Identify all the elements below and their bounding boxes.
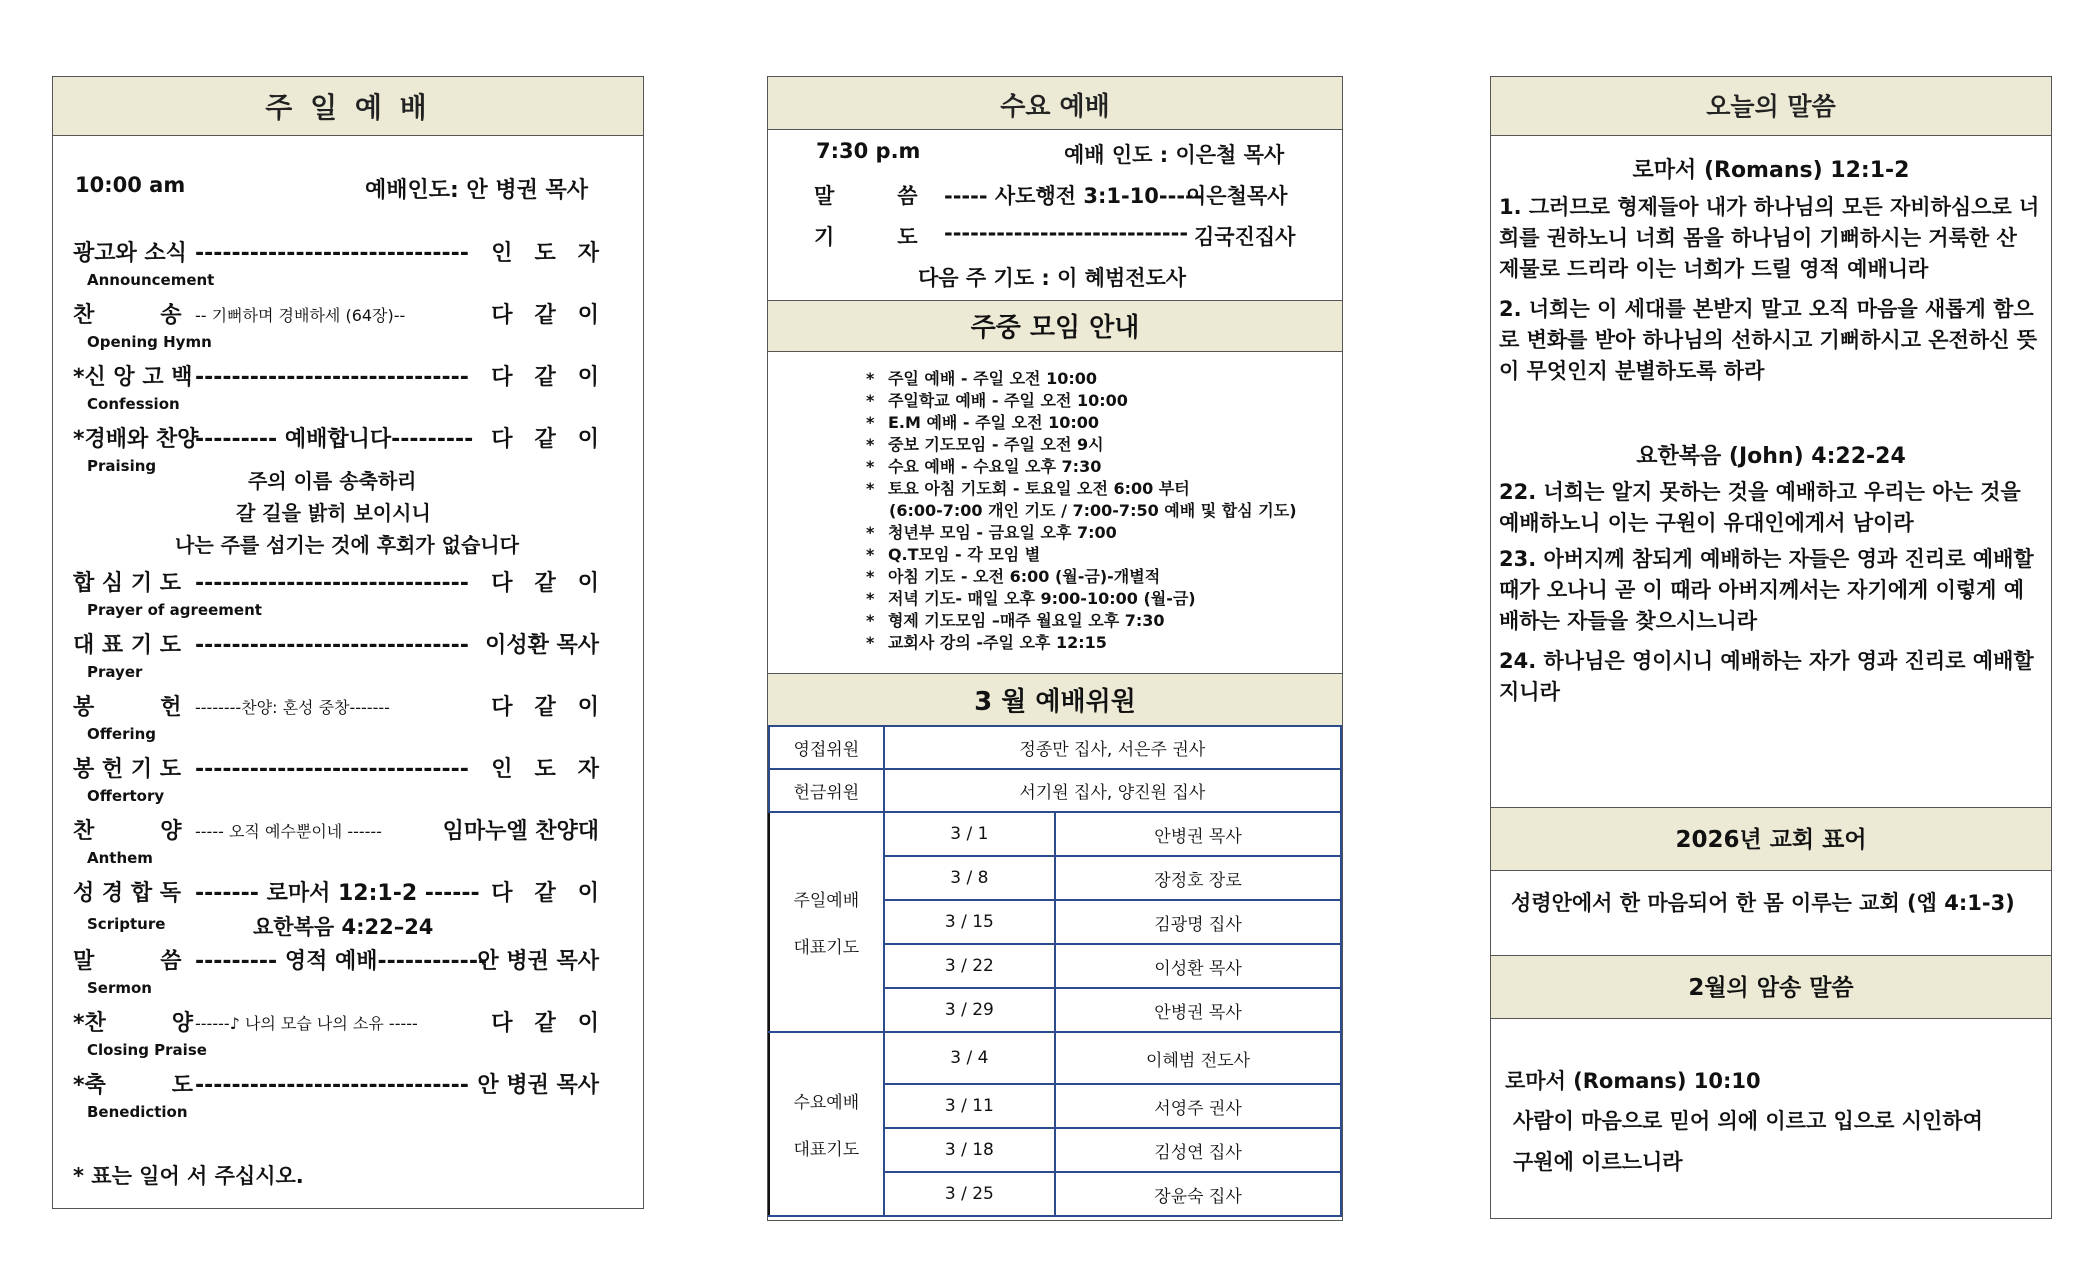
worship-item-name: 말 씀 [73, 949, 182, 974]
memory-verse-line-2: 구원에 이르느니라 [1513, 1150, 1683, 1174]
worship-item [73, 569, 599, 599]
worship-item-english: Opening Hymn [87, 333, 212, 351]
worship-item [73, 239, 599, 269]
worship-item-leader: 임마누엘 찬양대 [442, 819, 599, 844]
worship-item-detail: ------- 로마서 12:1-2 ------ [195, 881, 480, 906]
weekly-meeting-item: * 중보 기도모임 - 주일 오전 9시 [866, 434, 1297, 456]
worship-item-detail: ------------------------------ [195, 633, 469, 658]
offering-label: 헌금위원 [769, 769, 884, 812]
praise-lyric-1: 주의 이름 송축하리 [248, 469, 417, 493]
worship-item-english: Prayer [87, 663, 143, 681]
worship-item-leader: 다 같 이 [491, 365, 599, 390]
scripture-extra: 요한복음 4:22–24 [253, 915, 434, 939]
duty-person: 안병권 목사 [1055, 812, 1341, 856]
worship-item-leader: 다 같 이 [491, 303, 599, 328]
scripture-ref-john: 요한복음 (John) 4:22-24 [1636, 444, 1906, 469]
duty-date: 3 / 11 [884, 1084, 1055, 1128]
duty-person: 김광명 집사 [1055, 900, 1341, 944]
duty-date: 3 / 29 [884, 988, 1055, 1032]
worship-item-leader: 다 같 이 [491, 695, 599, 720]
duty-date: 3 / 4 [884, 1032, 1055, 1084]
duty-row [769, 1032, 1341, 1084]
duty-group-label [769, 812, 884, 1032]
weekly-meeting-item: * 아침 기도 - 오전 6:00 (월-금)-개별적 [866, 566, 1297, 588]
sunday-service-panel [52, 76, 644, 1209]
duty-group-label-line1: 주일예배 [793, 891, 860, 911]
wednesday-leader: 예배 인도 : 이은철 목사 [1064, 143, 1285, 167]
next-week-prayer: 다음 주 기도 : 이 혜범전도사 [918, 266, 1187, 290]
greeting-row [769, 726, 1341, 769]
wednesday-sermon-label: 말 씀 [814, 184, 918, 208]
worship-item-english: Announcement [87, 271, 215, 289]
worship-item-english: Scripture [87, 915, 166, 933]
worship-item-leader: 안 병권 목사 [477, 949, 599, 974]
wednesday-prayer-person: 김국진집사 [1194, 225, 1296, 249]
memory-verse-title: 2월의 암송 말씀 [1491, 955, 2051, 1019]
verse-romans-2: 2. 너희는 이 세대를 본받지 말고 오직 마음을 새롭게 함으로 변화를 받아 하나님의 선하시고 기뻐하시고 온전하신 뜻이 무엇인지 분별하도록 하라 [1499, 297, 2038, 383]
weekly-meetings-list [866, 368, 1297, 654]
weekly-meeting-item: * 형제 기도모임 –매주 월요일 오후 7:30 [866, 610, 1297, 632]
standing-note: * 표는 일어 서 주십시오. [73, 1164, 304, 1188]
worship-item-english: Offertory [87, 787, 165, 805]
weekly-meeting-item: * 청년부 모임 - 금요일 오후 7:00 [866, 522, 1297, 544]
sunday-service-title: 주 일 예 배 [53, 77, 643, 136]
sunday-time: 10:00 am [75, 173, 186, 197]
duty-person: 장정호 장로 [1055, 856, 1341, 900]
verse-john-24: 24. 하나님은 영이시니 예배하는 자가 영과 진리로 예배할지니라 [1499, 649, 2034, 704]
worship-item-detail: ------------------------------ [195, 1073, 469, 1098]
today-scripture-title: 오늘의 말씀 [1491, 77, 2051, 136]
weekly-meeting-item: * 저녁 기도- 매일 오후 9:00-10:00 (월-금) [866, 588, 1297, 610]
worship-item-name: *경배와 찬양 [73, 427, 199, 452]
duty-date: 3 / 22 [884, 944, 1055, 988]
praise-lyric-2: 갈 길을 밝히 보이시니 [236, 501, 431, 525]
worship-item [73, 755, 599, 785]
worship-item-detail: --------- 예배합니다--------- [195, 427, 474, 452]
worship-item-name: *축 도 [73, 1073, 194, 1098]
worship-item-detail: ------------------------------ [195, 241, 469, 266]
duty-group-label-line1: 수요예배 [793, 1093, 860, 1113]
middle-panel [767, 76, 1343, 1221]
duty-date: 3 / 15 [884, 900, 1055, 944]
worship-item-english: Praising [87, 457, 157, 475]
worship-item-name: 봉 헌 [73, 695, 182, 720]
worship-item [73, 425, 599, 455]
worship-item-english: Closing Praise [87, 1041, 207, 1059]
worship-item [73, 693, 599, 723]
worship-item-detail: ----- 오직 예수뿐이네 ------ [195, 822, 382, 841]
duty-title: 3 월 예배위원 [768, 673, 1342, 727]
offering-names: 서기원 집사, 양진원 집사 [884, 769, 1341, 812]
worship-item [73, 1071, 599, 1101]
worship-item [73, 631, 599, 661]
worship-item-leader: 인 도 자 [491, 757, 599, 782]
duty-person: 김성연 집사 [1055, 1128, 1341, 1172]
worship-item-detail: --------- 영적 예배------------ [195, 949, 488, 974]
duty-date: 3 / 8 [884, 856, 1055, 900]
weekly-meeting-item: * 수요 예배 - 수요일 오후 7:30 [866, 456, 1297, 478]
duty-date: 3 / 1 [884, 812, 1055, 856]
wednesday-time: 7:30 p.m [816, 139, 921, 163]
weekly-meeting-item: * Q.T모임 - 각 모임 별 [866, 544, 1297, 566]
right-panel [1490, 76, 2052, 1219]
weekly-meeting-item: * 주일학교 예배 - 주일 오전 10:00 [866, 390, 1297, 412]
duty-table [768, 725, 1342, 1217]
weekly-meetings-title: 주중 모임 안내 [768, 300, 1342, 352]
worship-item-english: Sermon [87, 979, 152, 997]
verse-romans-1: 1. 그러므로 형제들아 내가 하나님의 모든 자비하심으로 너희를 권하노니 너희 몸을 하나님이 기뻐하시는 거룩한 산 제물로 드리라 이는 너희가 드릴 영적 예배니라 [1499, 195, 2040, 281]
worship-item-detail: ------------------------------ [195, 365, 469, 390]
worship-item-detail: --------찬양: 혼성 중창------- [195, 698, 390, 717]
weekly-meeting-item: * E.M 예배 - 주일 오전 10:00 [866, 412, 1297, 434]
duty-group-label [769, 1032, 884, 1216]
worship-item-name: *찬 양 [73, 1011, 194, 1036]
praise-lyric-3: 나는 주를 섬기는 것에 후회가 없습니다 [175, 533, 519, 557]
wednesday-sermon-speaker: 이은철목사 [1186, 184, 1288, 208]
greeting-names: 정종만 집사, 서은주 권사 [884, 726, 1341, 769]
worship-item-name: 찬 양 [73, 819, 182, 844]
worship-item-leader: 다 같 이 [491, 881, 599, 906]
wednesday-prayer-dashes: ---------------------------- [944, 221, 1189, 245]
weekly-meeting-item: (6:00-7:00 개인 기도 / 7:00-7:50 예배 및 합심 기도) [889, 501, 1297, 520]
worship-item-english: Confession [87, 395, 180, 413]
wednesday-service-title: 수요 예배 [768, 77, 1342, 130]
worship-item [73, 301, 599, 331]
offering-row [769, 769, 1341, 812]
worship-item-name: 광고와 소식 [73, 241, 187, 266]
duty-row [769, 812, 1341, 856]
worship-item-detail: -- 기뻐하며 경배하세 (64장)-- [195, 306, 406, 325]
memory-verse-ref: 로마서 (Romans) 10:10 [1505, 1069, 1761, 1093]
duty-person: 안병권 목사 [1055, 988, 1341, 1032]
memory-verse-line-1: 사람이 마음으로 믿어 의에 이르고 입으로 시인하여 [1513, 1109, 1983, 1133]
duty-person: 이혜범 전도사 [1055, 1032, 1341, 1084]
weekly-meeting-item: * 교회사 강의 -주일 오후 12:15 [866, 632, 1297, 654]
motto-text: 성령안에서 한 마음되어 한 몸 이루는 교회 (엡 4:1-3) [1511, 891, 2015, 915]
scripture-ref-romans: 로마서 (Romans) 12:1-2 [1632, 158, 1910, 183]
worship-item [73, 1009, 599, 1039]
worship-item-detail: ------♪ 나의 모습 나의 소유 ----- [195, 1014, 418, 1033]
worship-item-english: Benediction [87, 1103, 188, 1121]
duty-person: 서영주 권사 [1055, 1084, 1341, 1128]
worship-item-english: Offering [87, 725, 157, 743]
worship-item-name: 합 심 기 도 [73, 571, 181, 596]
greeting-label: 영접위원 [769, 726, 884, 769]
worship-item-name: 봉 헌 기 도 [73, 757, 181, 782]
duty-group-label-line2: 대표기도 [793, 938, 860, 958]
worship-item [73, 947, 599, 977]
sunday-leader: 예배인도: 안 병권 목사 [364, 178, 588, 203]
worship-item-english: Prayer of agreement [87, 601, 262, 619]
worship-item-leader: 다 같 이 [491, 427, 599, 452]
wednesday-sermon: ----- 사도행전 3:1-10----- [944, 184, 1203, 208]
weekly-meeting-item: * 주일 예배 - 주일 오전 10:00 [866, 368, 1297, 390]
worship-item [73, 817, 599, 847]
worship-item-name: 대 표 기 도 [73, 633, 181, 658]
duty-person: 이성환 목사 [1055, 944, 1341, 988]
worship-item-leader: 안 병권 목사 [477, 1073, 599, 1098]
worship-item-leader: 다 같 이 [491, 1011, 599, 1036]
worship-item [73, 879, 599, 909]
duty-group-label-line2: 대표기도 [793, 1140, 860, 1160]
worship-item-name: 성 경 합 독 [73, 881, 181, 906]
verse-john-22: 22. 너희는 알지 못하는 것을 예배하고 우리는 아는 것을 예배하노니 이는 구원이 유대인에게서 남이라 [1499, 480, 2021, 535]
worship-item-name: *신 앙 고 백 [73, 365, 193, 390]
worship-item-detail: ------------------------------ [195, 757, 469, 782]
worship-item-detail: ------------------------------ [195, 571, 469, 596]
worship-item [73, 363, 599, 393]
worship-item-leader: 이성환 목사 [485, 633, 599, 658]
duty-date: 3 / 18 [884, 1128, 1055, 1172]
worship-item-name: 찬 송 [73, 303, 182, 328]
worship-item-leader: 인 도 자 [491, 241, 599, 266]
motto-title: 2026년 교회 표어 [1491, 807, 2051, 871]
verse-john-23: 23. 아버지께 참되게 예배하는 자들은 영과 진리로 예배할 때가 오나니 곧 이 때라 아버지께서는 자기에게 이렇게 예배하는 자들을 찾으시느니라 [1499, 547, 2034, 633]
worship-item-english: Anthem [87, 849, 153, 867]
wednesday-prayer-label: 기 도 [814, 225, 918, 249]
duty-date: 3 / 25 [884, 1172, 1055, 1216]
duty-person: 장윤숙 집사 [1055, 1172, 1341, 1216]
worship-item-leader: 다 같 이 [491, 571, 599, 596]
weekly-meeting-item: * 토요 아침 기도회 - 토요일 오전 6:00 부터 [866, 478, 1297, 500]
